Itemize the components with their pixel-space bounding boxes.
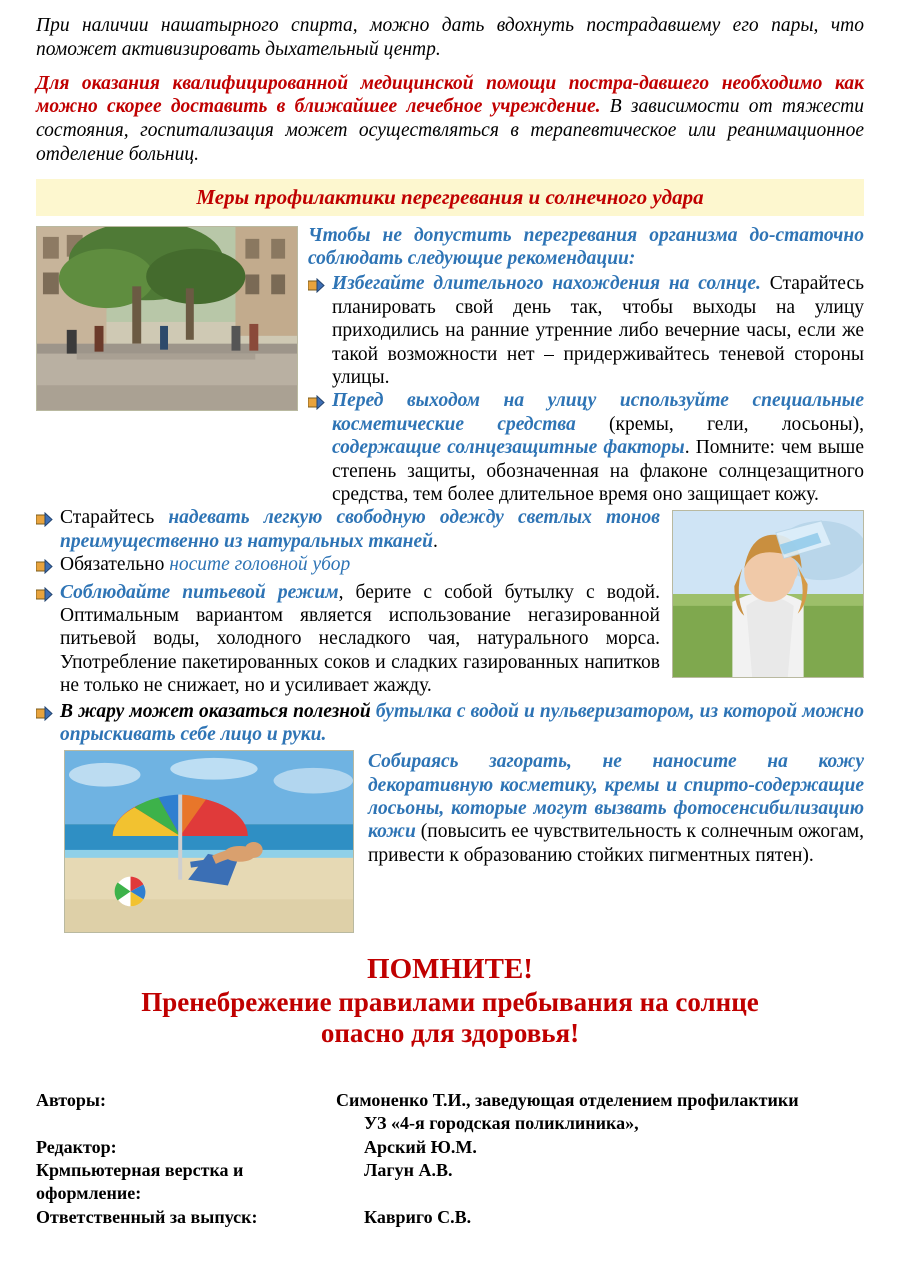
beach-photo [64, 750, 354, 933]
remember-line-3: опасно для здоровья! [320, 1017, 580, 1048]
credits-row-authors-2 [36, 1112, 864, 1135]
medical-help-paragraph [36, 72, 864, 167]
remember-line-2: Пренебрежение правилами пребывания на солнце [141, 986, 759, 1017]
recommendation-3-part2: надевать легкую свободную одежду светлых тонов преимущественно из натуральных тканей [60, 507, 660, 552]
arrow-bullet-icon [308, 389, 328, 416]
credits-value-editor: Арский Ю.М. [364, 1136, 477, 1157]
credits-row-editor [36, 1136, 864, 1159]
arrow-bullet-icon [36, 506, 56, 533]
recommendation-6-part1: В жару может оказаться полезной [60, 700, 376, 722]
section-title-banner: Меры профилактики перегревания и солнечного удара [36, 179, 864, 216]
recommendation-item-6 [36, 700, 864, 747]
recommendation-2-part3: содержащие солнцезащитные факторы [332, 437, 685, 459]
credits-value-layout: Лагун А.В. [364, 1159, 453, 1180]
recommendation-5-part2: , берите с собой бутылку с водой. Оптимальным вариантом является использование негазированной питьевой воды, холодного несладкого чая, натурального морса. Употребление пакетированных соков и сладких газированных напитков не только не снижает, но и усиливает жажду. [60, 581, 660, 697]
recommendation-3-part1: Старайтесь [60, 507, 169, 529]
credits-row-authors [36, 1089, 864, 1112]
recommendation-item-1 [308, 272, 864, 389]
credits-row-layout [36, 1159, 864, 1206]
recommendation-item-3 [36, 506, 660, 553]
recommendation-1-highlight: Избегайте длительного нахождения на солнце. [332, 273, 761, 295]
credits-label-authors: Авторы: [36, 1089, 106, 1110]
recommendation-6-text [60, 700, 864, 747]
credits-label-editor: Редактор: [36, 1136, 117, 1157]
recommendation-4-part2: носите головной убор [169, 554, 351, 576]
medical-help-emphasis: Для оказания квалифицированной медицинской помощи постра-давшего необходимо как можно скорее доставить в ближайшее лечебное учреждение. [36, 72, 864, 118]
beach-photo-graphic [65, 751, 353, 932]
recommendation-3-part3: . [433, 530, 438, 552]
remember-block [36, 953, 864, 1048]
arrow-bullet-icon [36, 553, 56, 580]
credits-value-responsible: Кавриго С.В. [364, 1206, 472, 1227]
drinking-girl-photo [672, 510, 864, 678]
intro-paragraph: При наличии нашатырного спирта, можно дать вдохнуть пострадавшему его пары, что поможет активизировать дыхательный центр. [36, 15, 864, 60]
arrow-bullet-icon [308, 272, 328, 299]
recommendation-1-text [332, 272, 864, 389]
lead-text: Чтобы не допустить перегревания организма до-статочно соблюдать следующие рекомендации: [308, 224, 864, 270]
street-photo [36, 226, 298, 411]
suntan-highlight: Собираясь загорать, не наносите на кожу декоративную косметику, кремы и спирто-содержащие лосьоны, которые могут вызвать фотосенсибилизацию кожи [368, 751, 864, 843]
arrow-bullet-icon [36, 700, 56, 727]
recommendation-2-part2: (кремы, гели, лосьоны), [575, 413, 864, 435]
recommendation-2-part4: . Помните: чем выше степень защиты, обозначенная на флаконе солнцезащитного средства, тем более длительное время оно защищает кожу. [332, 437, 864, 505]
medical-help-rest: В зависимости от тяжести состояния, госпитализация может осуществляться в терапевтическое или реанимационное отделение больниц. [36, 96, 864, 165]
recommendation-2-part1: Перед выходом на улицу используйте специальные косметические средства [332, 390, 864, 435]
recommendation-4-part1: Обязательно [60, 554, 170, 576]
street-photo-graphic [37, 227, 297, 410]
credits-value-authors-2: УЗ «4-я городская поликлиника», [364, 1113, 639, 1134]
recommendation-4-text [60, 553, 660, 576]
recommendation-2-text [332, 389, 864, 506]
recommendation-5-part1: Соблюдайте питьевой режим [60, 581, 339, 603]
credits-value-authors: Симоненко Т.И., заведующая отделением профилактики [336, 1089, 799, 1110]
remember-title: ПОМНИТЕ! [367, 953, 533, 986]
drinking-girl-graphic [673, 511, 863, 677]
recommendation-3-text [60, 506, 660, 553]
credits-label-empty [36, 1112, 336, 1135]
credits-label-responsible: Ответственный за выпуск: [36, 1206, 258, 1227]
recommendation-item-2 [308, 389, 864, 506]
credits-block [36, 1089, 864, 1229]
arrow-bullet-icon [36, 581, 56, 608]
recommendation-1-rest: Старайтесь планировать свой день так, чтобы выходы на улицу приходились на ранние утренние либо вечерние часы, если же такой возможности нет – придерживайтесь теневой стороны улицы. [332, 273, 864, 389]
recommendation-item-5 [36, 581, 660, 698]
credits-label-layout: Крмпьютерная верстка и оформление: [36, 1159, 244, 1204]
recommendation-item-4 [36, 553, 660, 580]
credits-row-responsible [36, 1206, 864, 1229]
suntan-rest: (повысить ее чувствительность к солнечным ожогам, привести к образованию стойких пигментных пятен). [368, 821, 864, 866]
recommendation-5-text [60, 581, 660, 698]
recommendation-6-part2: бутылка с водой и пульверизатором, из которой можно опрыскивать себе лицо и руки. [60, 700, 864, 745]
